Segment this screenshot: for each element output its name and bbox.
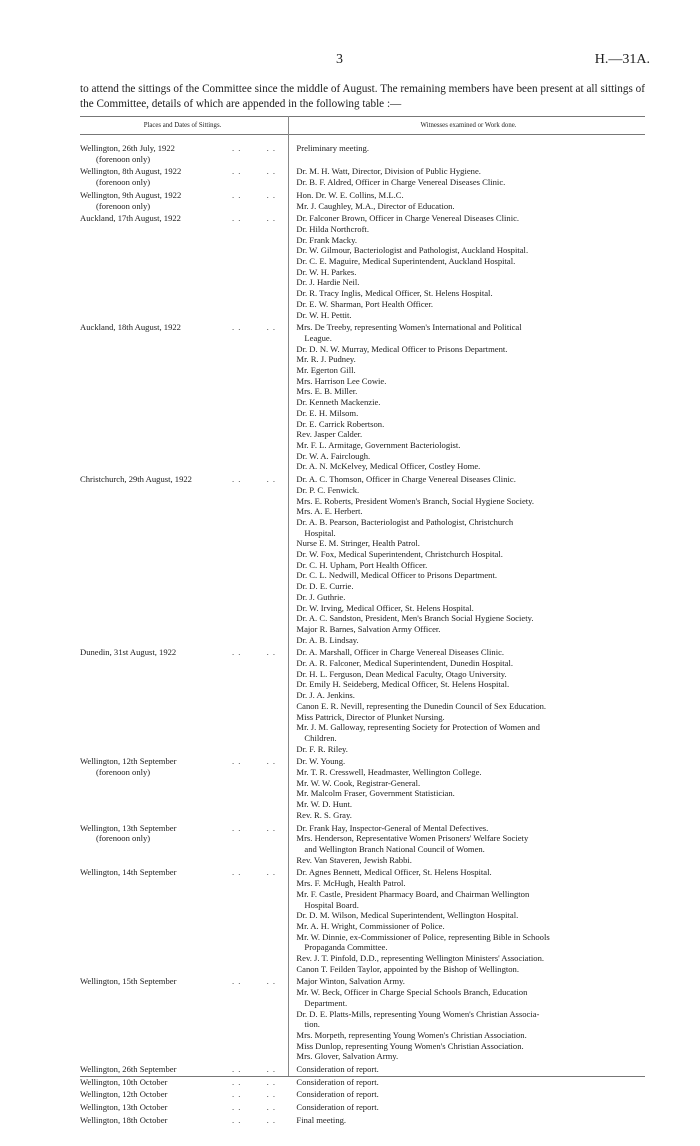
column-header-places: Places and Dates of Sittings. [143, 122, 222, 129]
witness-continuation: Hospital Board. [304, 899, 359, 910]
place-note-text: (forenoon only) [96, 767, 151, 778]
witness-entry [296, 810, 645, 821]
witness-text: Dr. W. H. Pettit. [296, 309, 352, 320]
table-header-rule [80, 134, 645, 135]
witness-text: Mrs. Harrison Lee Cowie. [296, 375, 387, 386]
place-note-text: (forenoon only) [96, 200, 151, 211]
table-row [80, 166, 645, 187]
leader-dots: . . . . [232, 756, 277, 767]
leader-dots: . . . . [232, 1076, 277, 1087]
witness-entry [296, 299, 645, 310]
witness-text: Dr. Emily H. Seideberg, Medical Officer, St. Helens Hospital. [296, 679, 510, 690]
place-date-text: Wellington, 13th September [80, 822, 177, 833]
witness-text: Mr. J. M. Galloway, representing Society for Protection of Women and [296, 722, 540, 733]
witness-list [289, 1115, 645, 1126]
table-row [80, 1064, 645, 1075]
witness-entry [296, 517, 645, 538]
witness-text: Dr. A. B. Lindsay. [296, 634, 359, 645]
leader-dots: . . . . [232, 189, 277, 200]
witness-text: Dr. W. H. Parkes. [296, 266, 357, 277]
witness-text: Dr. A. Marshall, Officer in Charge Venereal Diseases Clinic. [296, 647, 505, 658]
leader-dots: . . . . [232, 976, 277, 987]
witness-text: Mrs. E. Roberts, President Women's Branch, Social Hygiene Society. [296, 495, 535, 506]
witness-entry [296, 624, 645, 635]
place-date-text: Wellington, 26th September [80, 1064, 177, 1075]
witness-entry [296, 1115, 645, 1126]
place-date-text: Wellington, 18th October [80, 1114, 168, 1125]
place-date-text: Wellington, 8th August, 1922 [80, 166, 182, 177]
witness-text: Dr. E. W. Sharman, Port Health Officer. [296, 298, 434, 309]
witness-text: Mrs. A. E. Herbert. [296, 506, 363, 517]
witness-entry [296, 910, 645, 921]
witness-text: Dr. E. Carrick Robertson. [296, 418, 385, 429]
sitting-place-date [80, 1077, 282, 1088]
place-note-text: (forenoon only) [96, 153, 151, 164]
witness-text: Major R. Barnes, Salvation Army Officer. [296, 623, 441, 634]
witness-text: Mr. F. L. Armitage, Government Bacteriologist. [296, 439, 461, 450]
witness-entry [296, 778, 645, 789]
witness-list [289, 867, 645, 974]
witness-entry [296, 690, 645, 701]
witness-entry [296, 1077, 645, 1088]
witness-entry [296, 976, 645, 987]
witness-list [289, 1077, 645, 1088]
witness-text: Mrs. E. B. Miller. [296, 386, 358, 397]
sitting-place-date [80, 166, 282, 187]
leader-dots: . . . . [232, 213, 277, 224]
witness-text: Dr. H. L. Ferguson, Dean Medical Faculty, Otago University. [296, 668, 507, 679]
witness-list [289, 166, 645, 187]
place-date-text: Wellington, 15th September [80, 976, 177, 987]
witness-entry [296, 376, 645, 387]
leader-dots: . . . . [232, 1089, 277, 1100]
witness-entry [296, 669, 645, 680]
witness-entry [296, 964, 645, 975]
witness-entry [296, 1064, 645, 1075]
witness-entry [296, 756, 645, 767]
witness-text: Mrs. De Treeby, representing Women's International and Political [296, 322, 522, 333]
witness-text: Dr. A. R. Falconer, Medical Superintendent, Dunedin Hospital. [296, 658, 514, 669]
witness-continuation: Department. [304, 997, 348, 1008]
leader-dots: . . . . [232, 1064, 277, 1075]
witness-text: Canon E. R. Nevill, representing the Dunedin Council of Sex Education. [296, 700, 547, 711]
witness-text: Dr. A. C. Sandston, President, Men's Branch Social Hygiene Society. [296, 613, 534, 624]
intro-paragraph: to attend the sittings of the Committee since the middle of August. The remaining members have been present at all sittings of the Committee, details of which are appended in the following table :— [80, 83, 645, 110]
sitting-place-date [80, 322, 282, 472]
place-date-text: Wellington, 10th October [80, 1076, 168, 1087]
witness-text: Mr. J. Caughley, M.A., Director of Education. [296, 200, 455, 211]
witness-text: Consideration of report. [296, 1102, 379, 1113]
witness-text: Dr. F. R. Riley. [296, 743, 348, 754]
witness-text: Dr. W. A. Fairclough. [296, 450, 371, 461]
witness-text: Mr. W. Dinnie, ex-Commissioner of Police, representing Bible in Schools [296, 931, 550, 942]
table-row [80, 143, 645, 164]
witness-entry [296, 1041, 645, 1052]
witness-entry [296, 603, 645, 614]
witness-entry [296, 570, 645, 581]
witness-entry [296, 143, 645, 154]
place-note-text: (forenoon only) [96, 177, 151, 188]
witness-text: Rev. R. S. Gray. [296, 809, 352, 820]
witness-entry [296, 701, 645, 712]
witness-entry [296, 1051, 645, 1062]
table-row [80, 322, 645, 472]
witness-entry [296, 354, 645, 365]
witness-continuation: tion. [304, 1019, 320, 1030]
witness-entry [296, 386, 645, 397]
document-reference: H.—31A. [594, 52, 650, 67]
page-number: 3 [336, 52, 343, 67]
witness-text: Rev. Jasper Calder. [296, 429, 363, 440]
witness-entry [296, 878, 645, 889]
leader-dots: . . . . [232, 822, 277, 833]
witness-entry [296, 177, 645, 188]
witness-entry [296, 267, 645, 278]
witness-entry [296, 635, 645, 646]
sitting-place-date [80, 823, 282, 866]
witness-text: Major Winton, Salvation Army. [296, 976, 405, 987]
witness-text: Dr. M. H. Watt, Director, Division of Public Hygiene. [296, 166, 481, 177]
witness-text: Mr. W. D. Hunt. [296, 799, 353, 810]
leader-dots: . . . . [232, 322, 277, 333]
witness-text: Dr. R. Tracy Inglis, Medical Officer, St. Helens Hospital. [296, 288, 493, 299]
witness-entry [296, 408, 645, 419]
witness-text: Mrs. Morpeth, representing Young Women's Christian Association. [296, 1029, 527, 1040]
witness-entry [296, 538, 645, 549]
witness-entry [296, 744, 645, 755]
sitting-place-date [80, 474, 282, 645]
witness-text: Mr. Egerton Gill. [296, 365, 356, 376]
witness-text: Dr. A. N. McKelvey, Medical Officer, Costley Home. [296, 461, 481, 472]
witness-text: Mr. A. H. Wright, Commissioner of Police. [296, 920, 445, 931]
witness-text: Dr. D. E. Currie. [296, 581, 354, 592]
witness-entry [296, 201, 645, 212]
witness-entry [296, 245, 645, 256]
witness-entry [296, 613, 645, 624]
witness-list [289, 190, 645, 211]
witness-entry [296, 461, 645, 472]
sitting-place-date [80, 143, 282, 164]
witness-entry [296, 712, 645, 723]
witness-entry [296, 679, 645, 690]
witness-list [289, 823, 645, 866]
witness-entry [296, 474, 645, 485]
sitting-place-date [80, 1089, 282, 1100]
witness-text: Dr. B. F. Aldred, Officer in Charge Venereal Diseases Clinic. [296, 177, 506, 188]
witness-text: Consideration of report. [296, 1076, 379, 1087]
place-date-text: Wellington, 26th July, 1922 [80, 143, 175, 153]
table-row [80, 1077, 645, 1088]
witness-list [289, 756, 645, 820]
witness-entry [296, 867, 645, 878]
witness-entry [296, 833, 645, 854]
leader-dots: . . . . [232, 1114, 277, 1125]
witness-text: Mr. W. W. Cook, Registrar-General. [296, 777, 421, 788]
witness-text: Dr. C. H. Upham, Port Health Officer. [296, 559, 428, 570]
witness-entry [296, 419, 645, 430]
witness-text: Dr. Frank Macky. [296, 234, 357, 245]
witness-text: Mr. T. R. Cresswell, Headmaster, Wellington College. [296, 767, 482, 778]
leader-dots: . . . . [232, 867, 277, 878]
witness-list [289, 647, 645, 754]
witness-text: Dr. D. N. W. Murray, Medical Officer to Prisons Department. [296, 343, 508, 354]
witness-entry [296, 953, 645, 964]
witness-text: Nurse E. M. Stringer, Health Patrol. [296, 538, 420, 549]
sitting-place-date [80, 190, 282, 211]
place-date-text: Auckland, 17th August, 1922 [80, 213, 181, 224]
table-row [80, 756, 645, 820]
witness-text: Dr. E. H. Milsom. [296, 407, 359, 418]
witness-entry [296, 213, 645, 224]
witness-text: Consideration of report. [296, 1064, 379, 1075]
sitting-place-date [80, 1115, 282, 1126]
witness-text: Miss Pattrick, Director of Plunket Nursing. [296, 711, 445, 722]
witness-list [289, 1064, 645, 1075]
witness-list [289, 976, 645, 1062]
witness-text: Final meeting. [296, 1114, 347, 1125]
witness-text: Mrs. Glover, Salvation Army. [296, 1051, 399, 1062]
witness-entry [296, 889, 645, 910]
witness-text: Dr. C. L. Nedwill, Medical Officer to Prisons Department. [296, 570, 497, 581]
witness-list [289, 213, 645, 320]
witness-entry [296, 310, 645, 321]
witness-text: Mrs. F. McHugh, Health Patrol. [296, 878, 406, 889]
witness-text: Dr. A. B. Pearson, Bacteriologist and Pathologist, Christchurch [296, 516, 514, 527]
place-date-text: Wellington, 12th October [80, 1089, 168, 1100]
witness-entry [296, 1030, 645, 1041]
witness-text: Mr. W. Beck, Officer in Charge Special Schools Branch, Education [296, 987, 528, 998]
witness-text: Dr. Agnes Bennett, Medical Officer, St. Helens Hospital. [296, 867, 492, 878]
table-row [80, 867, 645, 974]
witness-text: Hon. Dr. W. E. Collins, M.L.C. [296, 189, 404, 200]
witness-text: Dr. P. C. Fenwick. [296, 484, 360, 495]
witness-entry [296, 397, 645, 408]
witness-text: Dr. J. Hardie Neil. [296, 277, 360, 288]
witness-entry [296, 1102, 645, 1113]
leader-dots: . . . . [232, 647, 277, 658]
witness-entry [296, 322, 645, 343]
witness-entry [296, 256, 645, 267]
witness-continuation: League. [304, 332, 332, 343]
witness-entry [296, 235, 645, 246]
witness-entry [296, 788, 645, 799]
witness-entry [296, 581, 645, 592]
table-row [80, 1089, 645, 1100]
witness-entry [296, 451, 645, 462]
leader-dots: . . . . [232, 1102, 277, 1113]
witness-entry [296, 344, 645, 355]
witness-entry [296, 277, 645, 288]
sitting-place-date [80, 756, 282, 820]
witness-text: Rev. J. T. Pinfold, D.D., representing Wellington Ministers' Association. [296, 953, 545, 964]
leader-dots: . . . . [232, 166, 277, 177]
witness-text: Mr. F. Castle, President Pharmacy Board, and Chairman Wellington [296, 888, 530, 899]
table-row [80, 474, 645, 645]
witness-text: Dr. D. M. Wilson, Medical Superintendent, Wellington Hospital. [296, 910, 519, 921]
witness-text: Dr. J. A. Jenkins. [296, 690, 355, 701]
witness-entry [296, 166, 645, 177]
witness-text: Dr. W. Irving, Medical Officer, St. Helens Hospital. [296, 602, 474, 613]
witness-entry [296, 224, 645, 235]
witness-entry [296, 799, 645, 810]
place-date-text: Christchurch, 29th August, 1922 [80, 474, 192, 485]
witness-entry [296, 592, 645, 603]
witness-text: Dr. Falconer Brown, Officer in Charge Venereal Diseases Clinic. [296, 213, 520, 224]
witness-entry [296, 921, 645, 932]
witness-list [289, 322, 645, 472]
witness-list [289, 474, 645, 645]
sitting-place-date [80, 647, 282, 754]
witness-text: Dr. A. C. Thomson, Officer in Charge Venereal Diseases Clinic. [296, 474, 516, 485]
table-row [80, 976, 645, 1062]
witness-text: Dr. Kenneth Mackenzie. [296, 397, 381, 408]
witness-text: Dr. W. Fox, Medical Superintendent, Christchurch Hospital. [296, 549, 503, 560]
table-row [80, 1102, 645, 1113]
witness-text: Dr. W. Young. [296, 756, 346, 767]
column-header-witnesses: Witnesses examined or Work done. [420, 122, 517, 129]
leader-dots: . . . . [232, 143, 277, 153]
witness-list [289, 1102, 645, 1113]
witness-entry [296, 722, 645, 743]
witness-entry [296, 1009, 645, 1030]
place-date-text: Wellington, 12th September [80, 756, 177, 767]
witness-entry [296, 365, 645, 376]
sitting-place-date [80, 1102, 282, 1113]
table-row [80, 647, 645, 754]
witness-entry [296, 496, 645, 507]
witness-text: Consideration of report. [296, 1089, 379, 1100]
witness-entry [296, 429, 645, 440]
witness-text: Mrs. Henderson, Representative Women Prisoners' Welfare Society [296, 833, 529, 844]
witness-entry [296, 658, 645, 669]
witness-text: Dr. Hilda Northcroft. [296, 223, 369, 234]
witness-text: Dr. J. Guthrie. [296, 591, 346, 602]
witness-entry [296, 485, 645, 496]
witness-entry [296, 823, 645, 834]
witness-text: Dr. D. E. Platts-Mills, representing Young Women's Christian Associa- [296, 1008, 540, 1019]
table-row [80, 823, 645, 866]
witness-entry [296, 506, 645, 517]
table-top-rule [80, 116, 645, 117]
witness-text: Mr. R. J. Pudney. [296, 354, 356, 365]
sitting-place-date [80, 867, 282, 974]
table-row [80, 1115, 645, 1126]
place-date-text: Wellington, 9th August, 1922 [80, 189, 182, 200]
witness-entry [296, 288, 645, 299]
witness-entry [296, 855, 645, 866]
witness-entry [296, 987, 645, 1008]
leader-dots: . . . . [232, 474, 277, 485]
witness-continuation: Propaganda Committee. [304, 942, 388, 953]
witness-text: Preliminary meeting. [296, 143, 369, 153]
table-header [80, 120, 645, 133]
witness-entry [296, 190, 645, 201]
witness-entry [296, 560, 645, 571]
witness-entry [296, 647, 645, 658]
place-date-text: Auckland, 18th August, 1922 [80, 322, 181, 333]
place-date-text: Wellington, 13th October [80, 1102, 168, 1113]
sitting-place-date [80, 213, 282, 320]
witness-list [289, 143, 645, 164]
sitting-place-date [80, 976, 282, 1062]
witness-continuation: Children. [304, 732, 337, 743]
table-row [80, 213, 645, 320]
witness-text: Canon T. Feilden Taylor, appointed by the Bishop of Wellington. [296, 963, 519, 974]
witness-text: Rev. Van Staveren, Jewish Rabbi. [296, 854, 412, 865]
witness-continuation: Hospital. [304, 527, 336, 538]
page-header [0, 52, 700, 72]
witness-text: Dr. Frank Hay, Inspector-General of Mental Defectives. [296, 822, 489, 833]
witness-entry [296, 549, 645, 560]
sittings-table [80, 143, 645, 1128]
witness-entry [296, 440, 645, 451]
witness-text: Mr. Malcolm Fraser, Government Statistician. [296, 788, 455, 799]
place-date-text: Dunedin, 31st August, 1922 [80, 647, 177, 658]
table-row [80, 190, 645, 211]
witness-entry [296, 767, 645, 778]
place-note-text: (forenoon only) [96, 833, 151, 844]
witness-list [289, 1089, 645, 1100]
witness-text: Dr. W. Gilmour, Bacteriologist and Pathologist, Auckland Hospital. [296, 245, 529, 256]
sitting-place-date [80, 1064, 282, 1075]
place-date-text: Wellington, 14th September [80, 867, 177, 878]
witness-text: Miss Dunlop, representing Young Women's Christian Association. [296, 1040, 524, 1051]
witness-text: Dr. C. E. Maguire, Medical Superintendent, Auckland Hospital. [296, 256, 516, 267]
witness-entry [296, 932, 645, 953]
witness-continuation: and Wellington Branch National Council of Women. [304, 844, 485, 854]
witness-entry [296, 1089, 645, 1100]
table-bottom-rule [80, 1076, 645, 1077]
